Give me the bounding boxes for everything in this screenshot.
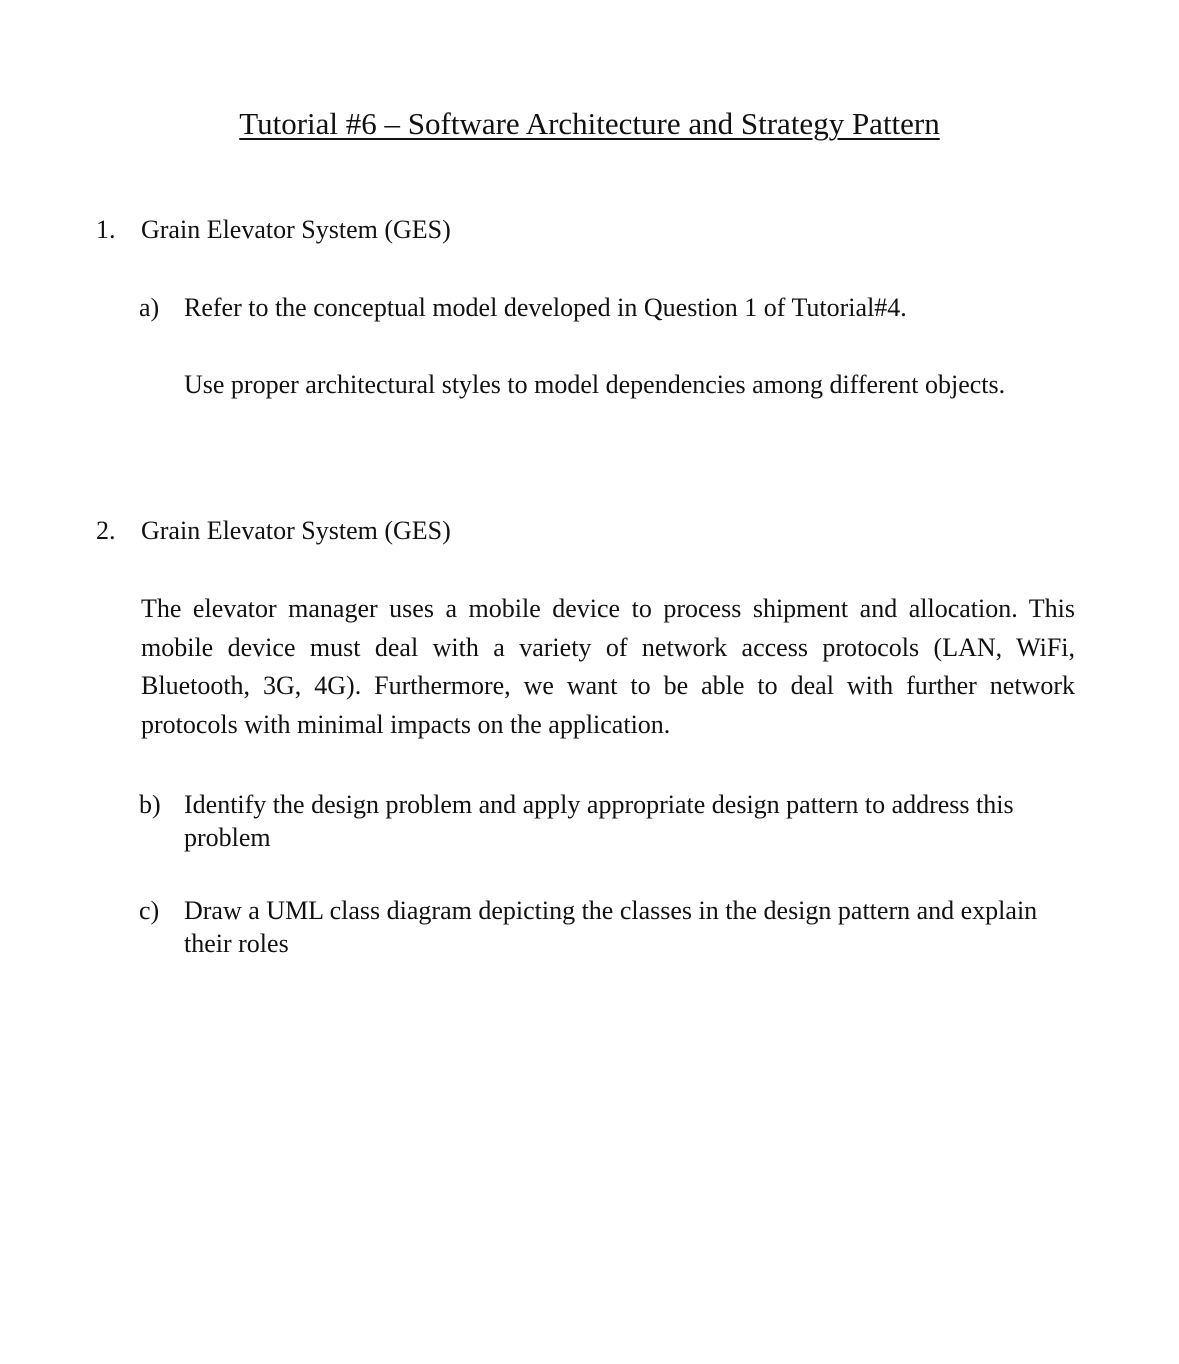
question-number: 2.	[96, 516, 116, 545]
question-heading-text: Grain Elevator System (GES)	[141, 516, 451, 545]
document-title: Tutorial #6 – Software Architecture and Strategy Pattern	[239, 106, 940, 141]
question-1-note: Use proper architectural styles to model dependencies among different objects.	[184, 370, 1006, 399]
question-number: 1.	[96, 215, 116, 244]
question-2-description: The elevator manager uses a mobile device to process shipment and allocation. This mobile device must deal with a variety of network access protocols (LAN, WiFi, Bluetooth, 3G, 4G). Furthermore, we want to be able to deal with further network protocols with minimal impacts on the application.	[141, 594, 1075, 739]
part-label: c)	[139, 896, 160, 925]
question-heading-text: Grain Elevator System (GES)	[141, 215, 451, 244]
part-text: Draw a UML class diagram depicting the classes in the design pattern and explain their roles	[184, 896, 1038, 958]
part-label: a)	[139, 293, 160, 322]
part-text: Refer to the conceptual model developed in Question 1 of Tutorial#4.	[184, 293, 907, 322]
part-label: b)	[139, 790, 161, 819]
part-text: Identify the design problem and apply appropriate design pattern to address this problem	[184, 790, 1014, 852]
